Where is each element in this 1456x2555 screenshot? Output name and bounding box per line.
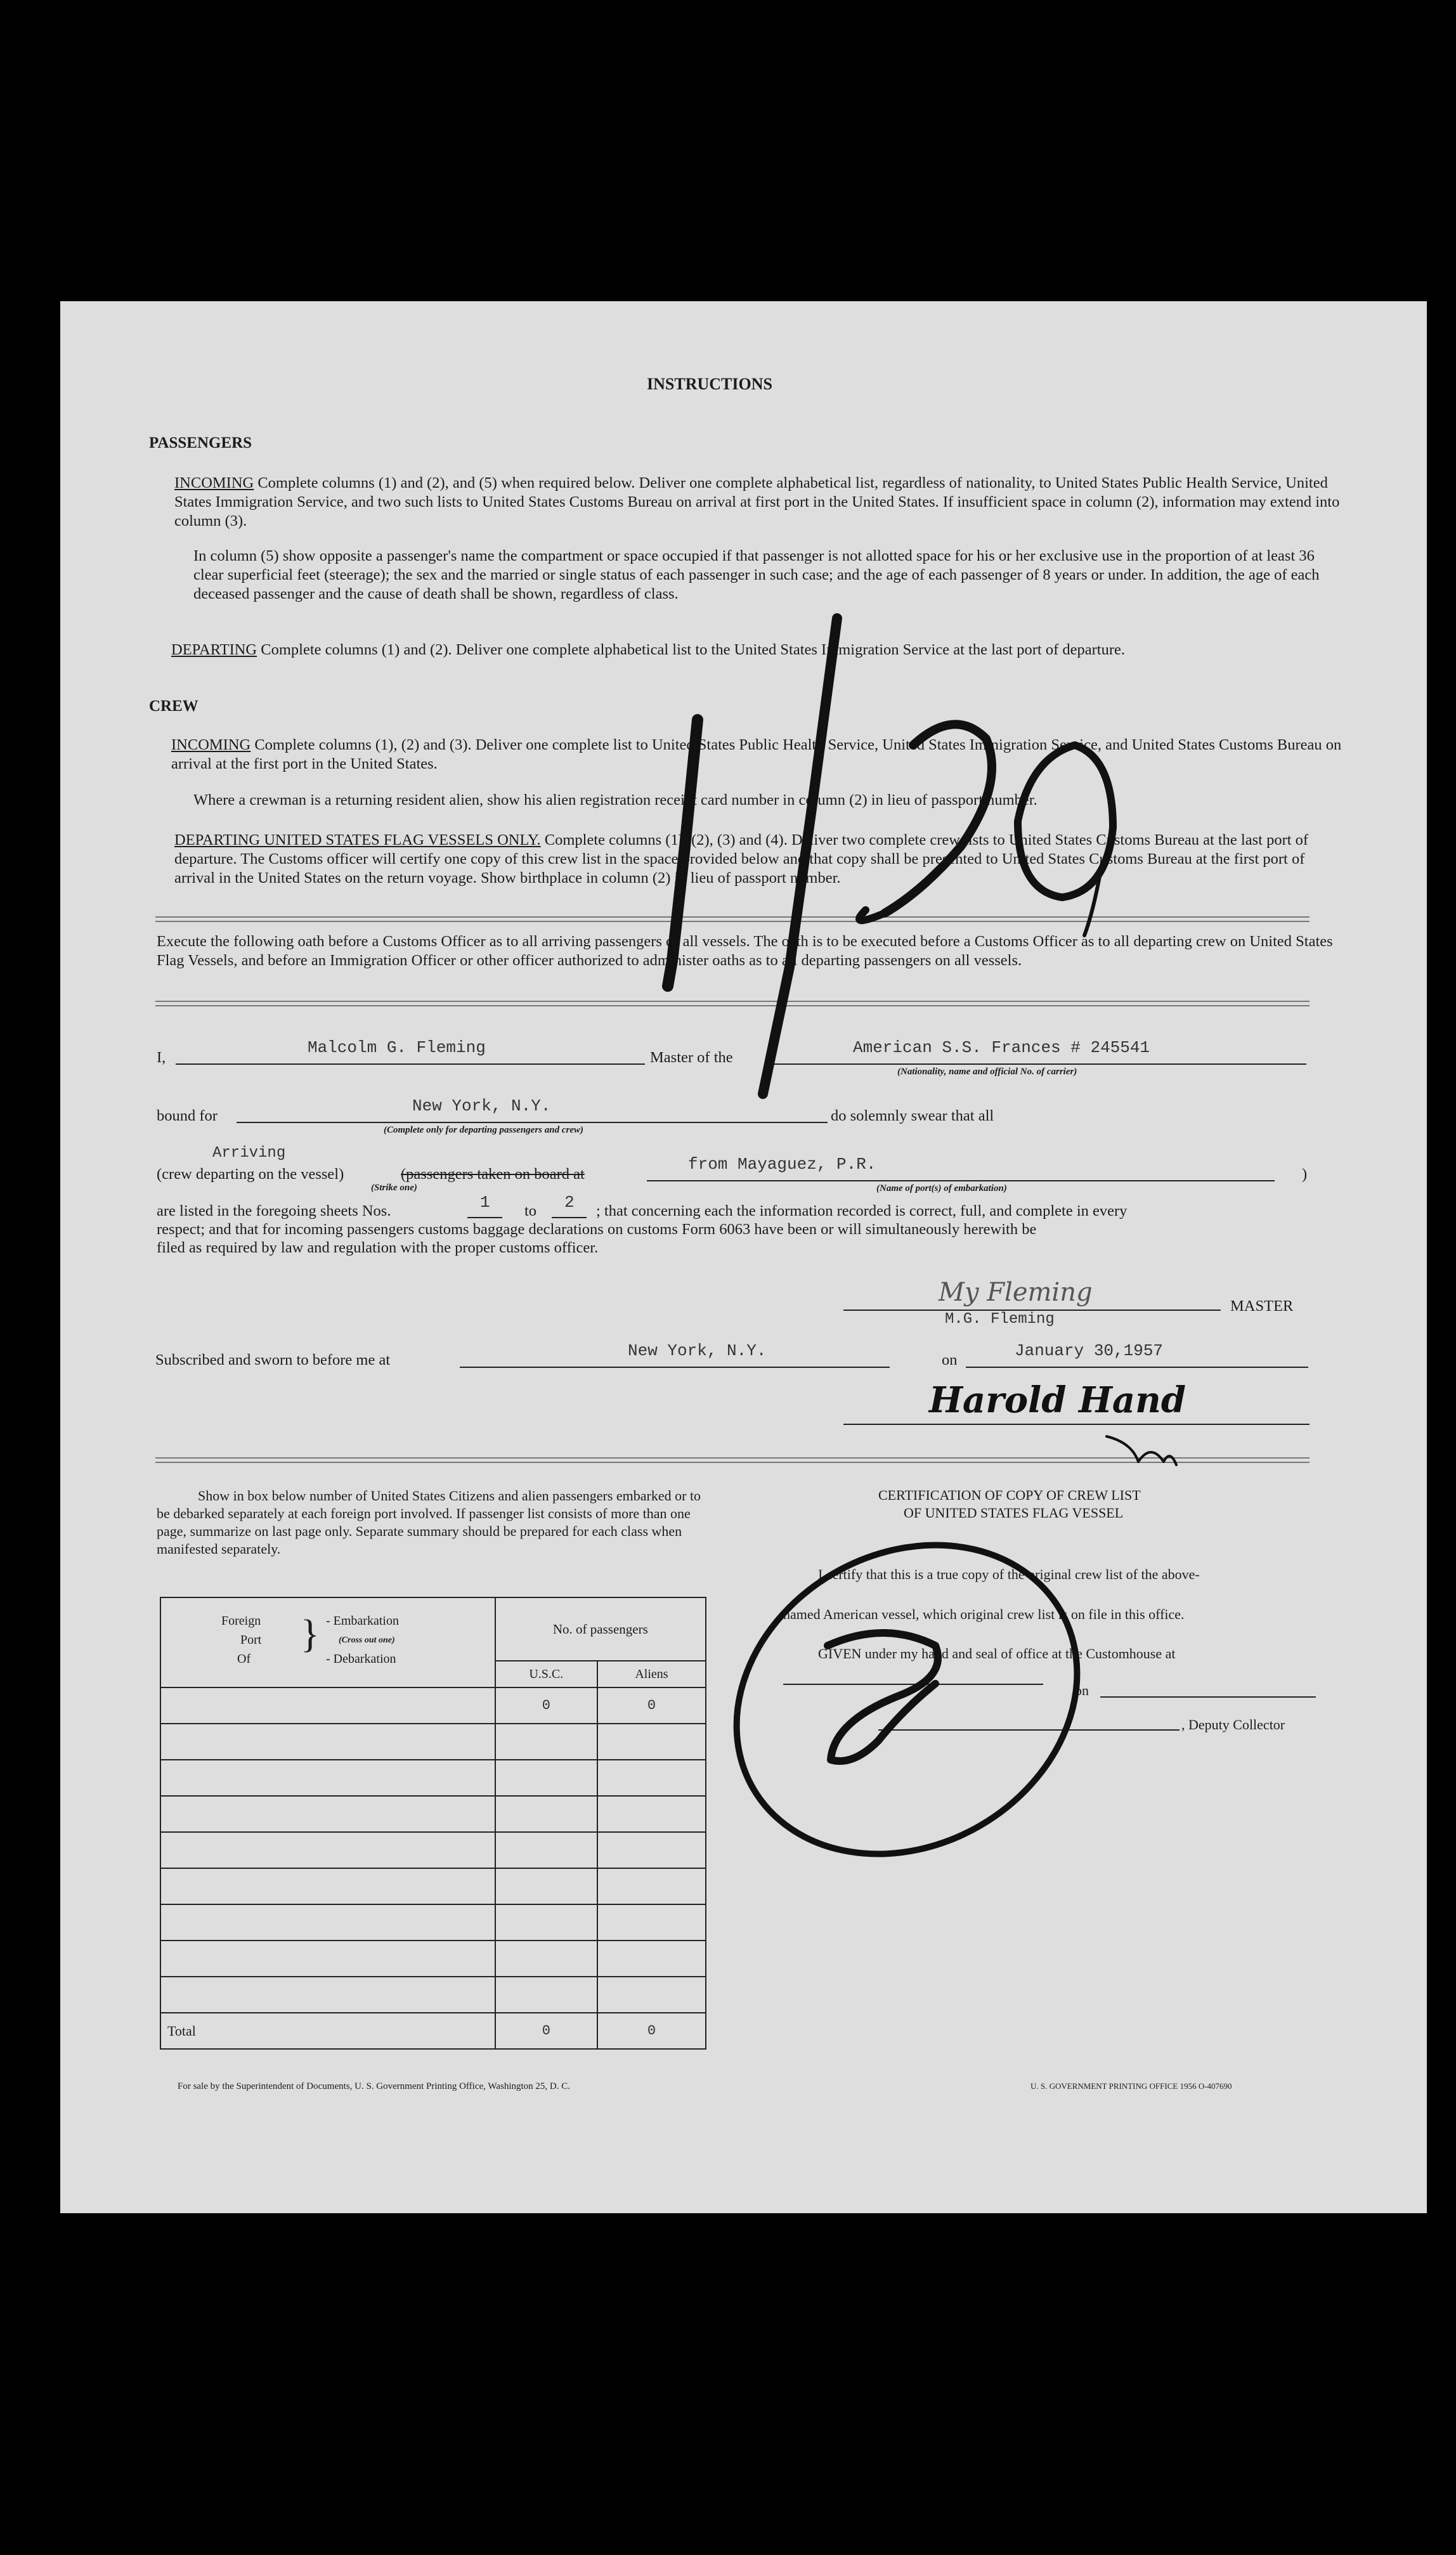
certification-line-2: named American vessel, which original crew list is on file in this office. xyxy=(783,1606,1185,1622)
summary-instruction: Show in box below number of United States Citizens and alien passengers embarked or to be debarked separately at each foreign port involved. If passenger list consists of more than one page, summarize on last page only. Separate summary should be prepared for each class when manifested separately. xyxy=(157,1488,701,1557)
sheets-text-line3: filed as required by law and regulation with the proper customs officer. xyxy=(157,1239,599,1256)
annotation-slash xyxy=(763,618,837,1094)
certification-line-3: GIVEN under my hand and seal of office at the Customhouse at xyxy=(818,1646,1176,1661)
on-label: on xyxy=(942,1351,958,1369)
first-row-aliens: 0 xyxy=(597,1687,706,1724)
crew-incoming-label: INCOMING xyxy=(171,736,251,753)
oath-i-label: I, xyxy=(157,1049,166,1066)
to-label: to xyxy=(524,1202,537,1219)
document-sheet xyxy=(60,301,1427,2213)
sheets-text: are listed in the foregoing sheets Nos. xyxy=(157,1202,391,1219)
certification-line-1: I certify that this is a true copy of the original crew list of the above- xyxy=(818,1566,1200,1582)
close-paren: ) xyxy=(1302,1166,1308,1183)
sheets-text-line2: respect; and that for incoming passengers customs baggage declarations on customs Form 6063 have been or will simultaneously herewith be xyxy=(157,1221,1037,1238)
sheet-from-value: 1 xyxy=(480,1193,490,1212)
passengers-column5-paragraph: In column (5) show opposite a passenger's name the compartment or space occupied if that passenger is not allotted space for his or her exclusive use in the proportion of at least 36 clear superficial feet (steerage); the sex and the married or single status of each passenger in such case; and the age of each passenger of 8 years or under. In addition, the age of each deceased passenger and the cause of death shall be shown, regardless of class. xyxy=(193,547,1320,602)
bound-for-value: New York, N.Y. xyxy=(412,1096,551,1115)
passengers-departing-text: Complete columns (1) and (2). Deliver one complete alphabetical list to the United States Immigration Service at the last port of departure. xyxy=(261,641,1125,658)
certification-title: CERTIFICATION OF COPY OF CREW LIST xyxy=(878,1487,1141,1503)
swear-text: do solemnly swear that all xyxy=(831,1107,994,1124)
annotation-initials xyxy=(1107,1436,1176,1465)
no-passengers-header: No. of passengers xyxy=(495,1597,706,1661)
annotation-circle xyxy=(680,1485,1134,1915)
sheet-to-value: 2 xyxy=(564,1193,575,1212)
oath-intro: Execute the following oath before a Customs Officer as to all arriving passengers or all vessels. The oath is to be executed before a Customs Officer as to all departing crew on United States Flag Vessels, and before an Immigration Officer or other officer authorized to administer oaths as to all departing passengers on all vessels. xyxy=(157,933,1333,969)
annotation-three-tail xyxy=(859,910,885,920)
officer-signature: Harold Hand xyxy=(929,1379,1186,1421)
passengers-incoming-text: Complete columns (1) and (2), and (5) when required below. Deliver one complete alphabetical list, regardless of nationality, to United States Public Health Service, United States Immigration Service, and two such lists to United States Customs Bureau on arrival at first port in the United States. If insufficient space in column (2), information may extend into column (3). xyxy=(174,474,1340,530)
of-label: Of xyxy=(237,1651,251,1666)
annotation-three-top xyxy=(885,724,992,913)
master-signature: My Fleming xyxy=(939,1278,1093,1307)
subscribed-label: Subscribed and sworn to before me at xyxy=(155,1351,391,1369)
passengers-heading: PASSENGERS xyxy=(149,434,252,452)
strike-caption: (Strike one) xyxy=(371,1183,417,1193)
crew-incoming-text: Complete columns (1), (2) and (3). Deliver one complete list to United States Public Health Service, United States Immigration Service, and United States Customs Bureau on arrival at the first port in the United States. xyxy=(171,736,1342,772)
crew-departing-label: (crew departing on the vessel) xyxy=(157,1166,344,1183)
port-label: Port xyxy=(240,1632,262,1647)
debarkation-label: - Debarkation xyxy=(326,1651,396,1666)
embarkation-label: - Embarkation xyxy=(326,1613,399,1628)
document-title: INSTRUCTIONS xyxy=(647,375,772,393)
signed-name: M.G. Fleming xyxy=(945,1311,1055,1328)
master-label: MASTER xyxy=(1230,1297,1294,1315)
crew-departing-text: Complete columns (1), (2), (3) and (4). Deliver two complete crew lists to United States Customs Bureau at the last port of departure. The Customs officer will certify one copy of this crew list in the space provided below and that copy shall be presented to United States Customs Bureau at the first port of arrival in the United States on the return voyage. Show birthplace in column (2) in lieu of passport number. xyxy=(174,831,1309,887)
crew-resident-paragraph: Where a crewman is a returning resident alien, show his alien registration receipt card number in column (2) in lieu of passport number. xyxy=(193,791,1037,809)
footer-left: For sale by the Superintendent of Documents, U. S. Government Printing Office, Washington 25, D. C. xyxy=(178,2081,570,2091)
first-row-usc: 0 xyxy=(495,1687,597,1724)
passengers-incoming-label: INCOMING xyxy=(174,474,254,491)
footer-right: U. S. GOVERNMENT PRINTING OFFICE 1956 O-407690 xyxy=(1030,2081,1232,2091)
sheets-text-continued: ; that concerning each the information recorded is correct, full, and complete in every xyxy=(596,1202,1128,1219)
master-of-label: Master of the xyxy=(650,1049,733,1066)
annotation-zero-tail xyxy=(1084,862,1102,935)
marker-annotation-overlay xyxy=(60,301,1427,2213)
certification-on-label: on xyxy=(1075,1682,1089,1698)
deputy-collector-label: , Deputy Collector xyxy=(1181,1717,1285,1733)
total-label: Total xyxy=(160,2013,495,2049)
total-usc: 0 xyxy=(495,2013,597,2049)
passengers-taken-label: (passengers taken on board at xyxy=(401,1166,585,1183)
vessel-value: American S.S. Frances # 245541 xyxy=(853,1038,1150,1057)
crew-heading: CREW xyxy=(149,698,198,715)
annotation-circled-two xyxy=(828,1633,938,1761)
annotation-stroke-one xyxy=(668,720,698,986)
bound-for-caption: (Complete only for departing passengers and crew) xyxy=(384,1125,583,1135)
aliens-header: Aliens xyxy=(597,1661,706,1687)
arriving-value: Arriving xyxy=(212,1145,286,1162)
subscribed-date: January 30,1957 xyxy=(1015,1341,1164,1360)
bound-for-label: bound for xyxy=(157,1107,218,1124)
cross-out-label: (Cross out one) xyxy=(339,1635,395,1645)
total-aliens: 0 xyxy=(597,2013,706,2049)
port-caption: (Name of port(s) of embarkation) xyxy=(876,1183,1007,1193)
crew-departing-label: DEPARTING UNITED STATES FLAG VESSELS ONLY. xyxy=(174,831,541,848)
subscribed-place: New York, N.Y. xyxy=(628,1341,767,1360)
passengers-departing-label: DEPARTING xyxy=(171,641,257,658)
master-name-value: Malcolm G. Fleming xyxy=(308,1038,486,1057)
vessel-caption: (Nationality, name and official No. of carrier) xyxy=(897,1067,1077,1077)
certification-subtitle: OF UNITED STATES FLAG VESSEL xyxy=(904,1505,1124,1521)
usc-header: U.S.C. xyxy=(495,1661,597,1687)
from-port-value: from Mayaguez, P.R. xyxy=(688,1155,876,1174)
foreign-label: Foreign xyxy=(221,1613,261,1628)
brace: } xyxy=(301,1612,320,1656)
